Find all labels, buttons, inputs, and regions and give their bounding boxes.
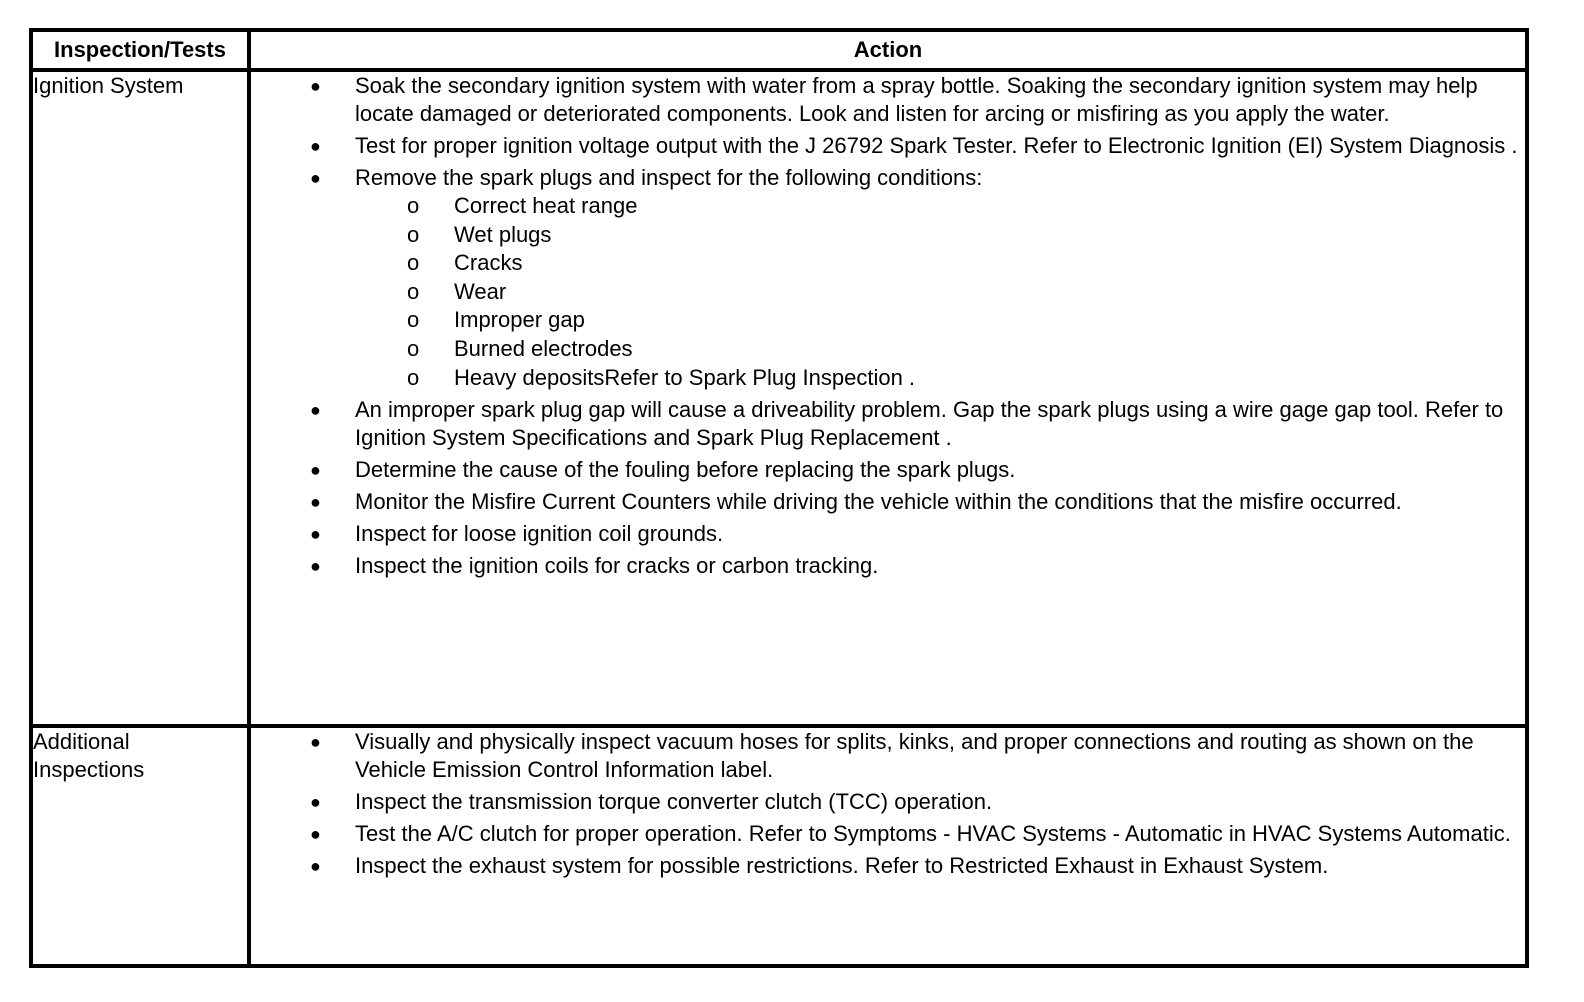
bullet-icon: ● (310, 136, 321, 156)
row-label-ignition-system: Ignition System (31, 70, 249, 726)
list-item (251, 72, 1525, 128)
row-label-additional-inspections: Additional Inspections (31, 726, 249, 966)
list-item-text: Test for proper ignition voltage output with the J 26792 Spark Tester. Refer to Electronic Ignition (EI) System Diagnosis . (355, 133, 1518, 158)
list-item-text: Visually and physically inspect vacuum hoses for splits, kinks, and proper connections and routing as shown on the Vehicle Emission Control Information label. (355, 729, 1474, 782)
sub-list-item (251, 364, 1525, 393)
list-item-text: An improper spark plug gap will cause a driveability problem. Gap the spark plugs using a wire gage gap tool. Refer to Ignition System Specifications and Spark Plug Replacement . (355, 397, 1504, 451)
bullet-icon: ● (310, 400, 321, 421)
header-action: Action (249, 30, 1527, 70)
sub-list-item-text: Wear (454, 278, 507, 304)
sub-list-item-text: Wet plugs (454, 221, 552, 247)
action-list-ignition-system (251, 72, 1525, 580)
sub-bullet-icon: o (407, 250, 420, 276)
list-item (251, 552, 1525, 580)
sub-list-item-text: Burned electrodes (454, 335, 633, 361)
list-item (251, 396, 1525, 452)
list-item (251, 788, 1525, 816)
bullet-icon: ● (310, 76, 321, 96)
list-item (251, 852, 1525, 880)
sub-bullet-icon: o (407, 364, 420, 390)
bullet-icon: ● (310, 792, 321, 812)
action-list-additional-inspections (251, 728, 1525, 880)
table-row-additional-inspections (31, 726, 1527, 966)
list-item (251, 520, 1525, 548)
list-item (251, 132, 1525, 160)
bullet-icon: ● (310, 460, 321, 481)
list-item-text: Monitor the Misfire Current Counters while driving the vehicle within the conditions that the misfire occurred. (355, 489, 1402, 515)
bullet-icon: ● (310, 824, 321, 844)
header-inspection-tests: Inspection/Tests (31, 30, 249, 70)
list-item (251, 728, 1525, 784)
bullet-icon: ● (310, 556, 321, 577)
sub-list-item-text: Correct heat range (454, 193, 638, 218)
spark-plug-conditions-list (355, 192, 1525, 392)
table-row-ignition-system (31, 70, 1527, 726)
sub-list-item (251, 335, 1525, 364)
sub-list-item (251, 306, 1525, 335)
sub-list-item-text: Improper gap (454, 307, 585, 333)
bullet-icon: ● (310, 732, 321, 752)
bullet-icon: ● (310, 492, 321, 513)
list-item-text: Determine the cause of the fouling before replacing the spark plugs. (355, 457, 1016, 483)
sub-bullet-icon: o (407, 278, 420, 304)
list-item-text: Inspect the transmission torque converter clutch (TCC) operation. (355, 789, 993, 814)
sub-bullet-icon: o (407, 221, 420, 247)
list-item (251, 164, 1525, 392)
sub-list-item-text: Cracks (454, 250, 523, 276)
list-item-text: Inspect for loose ignition coil grounds. (355, 521, 724, 547)
list-item-text: Remove the spark plugs and inspect for the following conditions: (355, 165, 983, 190)
action-cell-additional-inspections (249, 726, 1527, 966)
list-item (251, 456, 1525, 484)
bullet-icon: ● (310, 856, 321, 876)
sub-list-item (251, 249, 1525, 278)
sub-list-item-text: Heavy depositsRefer to Spark Plug Inspection . (454, 364, 916, 390)
list-item (251, 488, 1525, 516)
list-item (251, 820, 1525, 848)
table-header-row (31, 30, 1527, 70)
list-item-text: Soak the secondary ignition system with water from a spray bottle. Soaking the secondary ignition system may help locate damaged or deteriorated components. Look and listen for arcing or misfiring as you apply the water. (355, 73, 1478, 126)
sub-list-item (251, 221, 1525, 250)
bullet-icon: ● (310, 168, 321, 188)
list-item-text: Inspect the exhaust system for possible restrictions. Refer to Restricted Exhaust in Exhaust System. (355, 853, 1329, 878)
sub-list-item (251, 278, 1525, 307)
sub-list-item (251, 192, 1525, 221)
list-item-text: Test the A/C clutch for proper operation. Refer to Symptoms - HVAC Systems - Automatic in HVAC Systems Automatic. (355, 821, 1511, 846)
sub-bullet-icon: o (407, 307, 420, 333)
sub-bullet-icon: o (407, 335, 420, 361)
bullet-icon: ● (310, 524, 321, 545)
list-item-text: Inspect the ignition coils for cracks or carbon tracking. (355, 553, 879, 579)
diagnostic-table (29, 28, 1529, 968)
sub-bullet-icon: o (407, 193, 420, 218)
action-cell-ignition-system (249, 70, 1527, 726)
